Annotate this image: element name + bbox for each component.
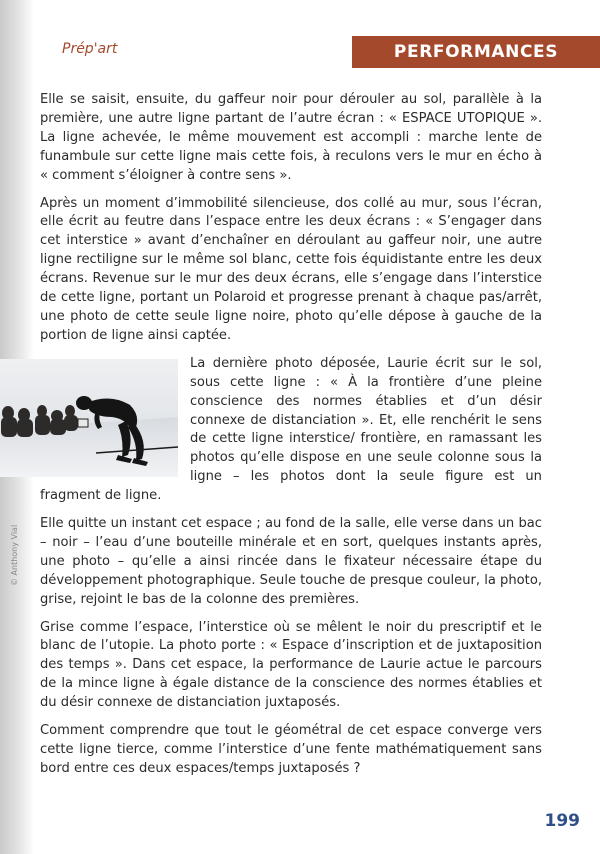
photo-credit: © Anthony Vial: [10, 524, 19, 586]
paragraph-5: Grise comme l’espace, l’interstice où se mêlent le noir du prescriptif et le blanc de l’utopie. La photo porte : « Espace d’inscription et de juxtaposition des temps ». Dans cet espace, la performance de Laurie actue le parcours de la mince ligne à égale distance de la conscience des normes établies et du désir connexe de distanciation juxtaposés.: [40, 619, 542, 711]
performance-photo-image: [0, 359, 178, 477]
section-banner: PERFORMANCES: [352, 36, 600, 68]
paragraph-1: Elle se saisit, ensuite, du gaffeur noir pour dérouler au sol, parallèle à la première, une autre ligne partant de l’autre écran : « ESPACE UTOPIQUE ». La ligne achevée, le même mouvement est accompli : marche lente de funambule sur cette ligne mais cette fois, à reculons vers le mur en écho à « comment s’éloigner à contre sens ».: [40, 92, 542, 183]
paragraph-6: Comment comprendre que tout le géométral de cet espace converge vers cette ligne tierce, comme l’interstice d’une fente mathématiquement sans bord entre ces deux espaces/temps juxtaposés ?: [40, 723, 542, 776]
performance-photo: [0, 359, 178, 477]
running-head: Prép'art: [62, 41, 118, 57]
paragraph-4: Elle quitte un instant cet espace ; au fond de la salle, elle verse dans un bac – noir – l’eau d’une bouteille minérale et en sort, quelques instants après, une photo – qu’elle a ainsi rincée dans le fixateur nécessaire étape du développement photographique. Seule touche de presque couleur, la photo, grise, rejoint le bas de la colonne des premières.: [40, 516, 542, 607]
paragraph-2: Après un moment d’immobilité silencieuse, dos collé au mur, sous l’écran, elle écrit au feutre dans l’espace entre les deux écrans : « S’engager dans cet interstice » avant d’enchaîner en déroulant au gaffeur noir, une autre ligne rectiligne sur le même sol blanc, cette fois équidistante entre les deux écrans. Revenue sur le mur des deux écrans, elle s’engage dans l’interstice de cette ligne, portant un Polaroid et progresse prenant à chaque pas/arrêt, une photo de cette seule ligne noire, photo qu’elle dépose à gauche de la portion de ligne ainsi captée.: [40, 195, 542, 343]
paragraph-3: La dernière photo déposée, Laurie écrit sur le sol, sous cette ligne : « À la frontière d’une pleine conscience des normes établies et d’un désir connexe de distanciation ». Et, elle renchérit le sens de cette ligne interstice/ frontière, en ramassant les photos qu’elle dispose en une seule colonne sous la ligne – les photos dont la seule figure est un fragment de ligne.: [40, 355, 542, 504]
article-body: [40, 91, 542, 788]
page-number: 199: [544, 811, 580, 831]
